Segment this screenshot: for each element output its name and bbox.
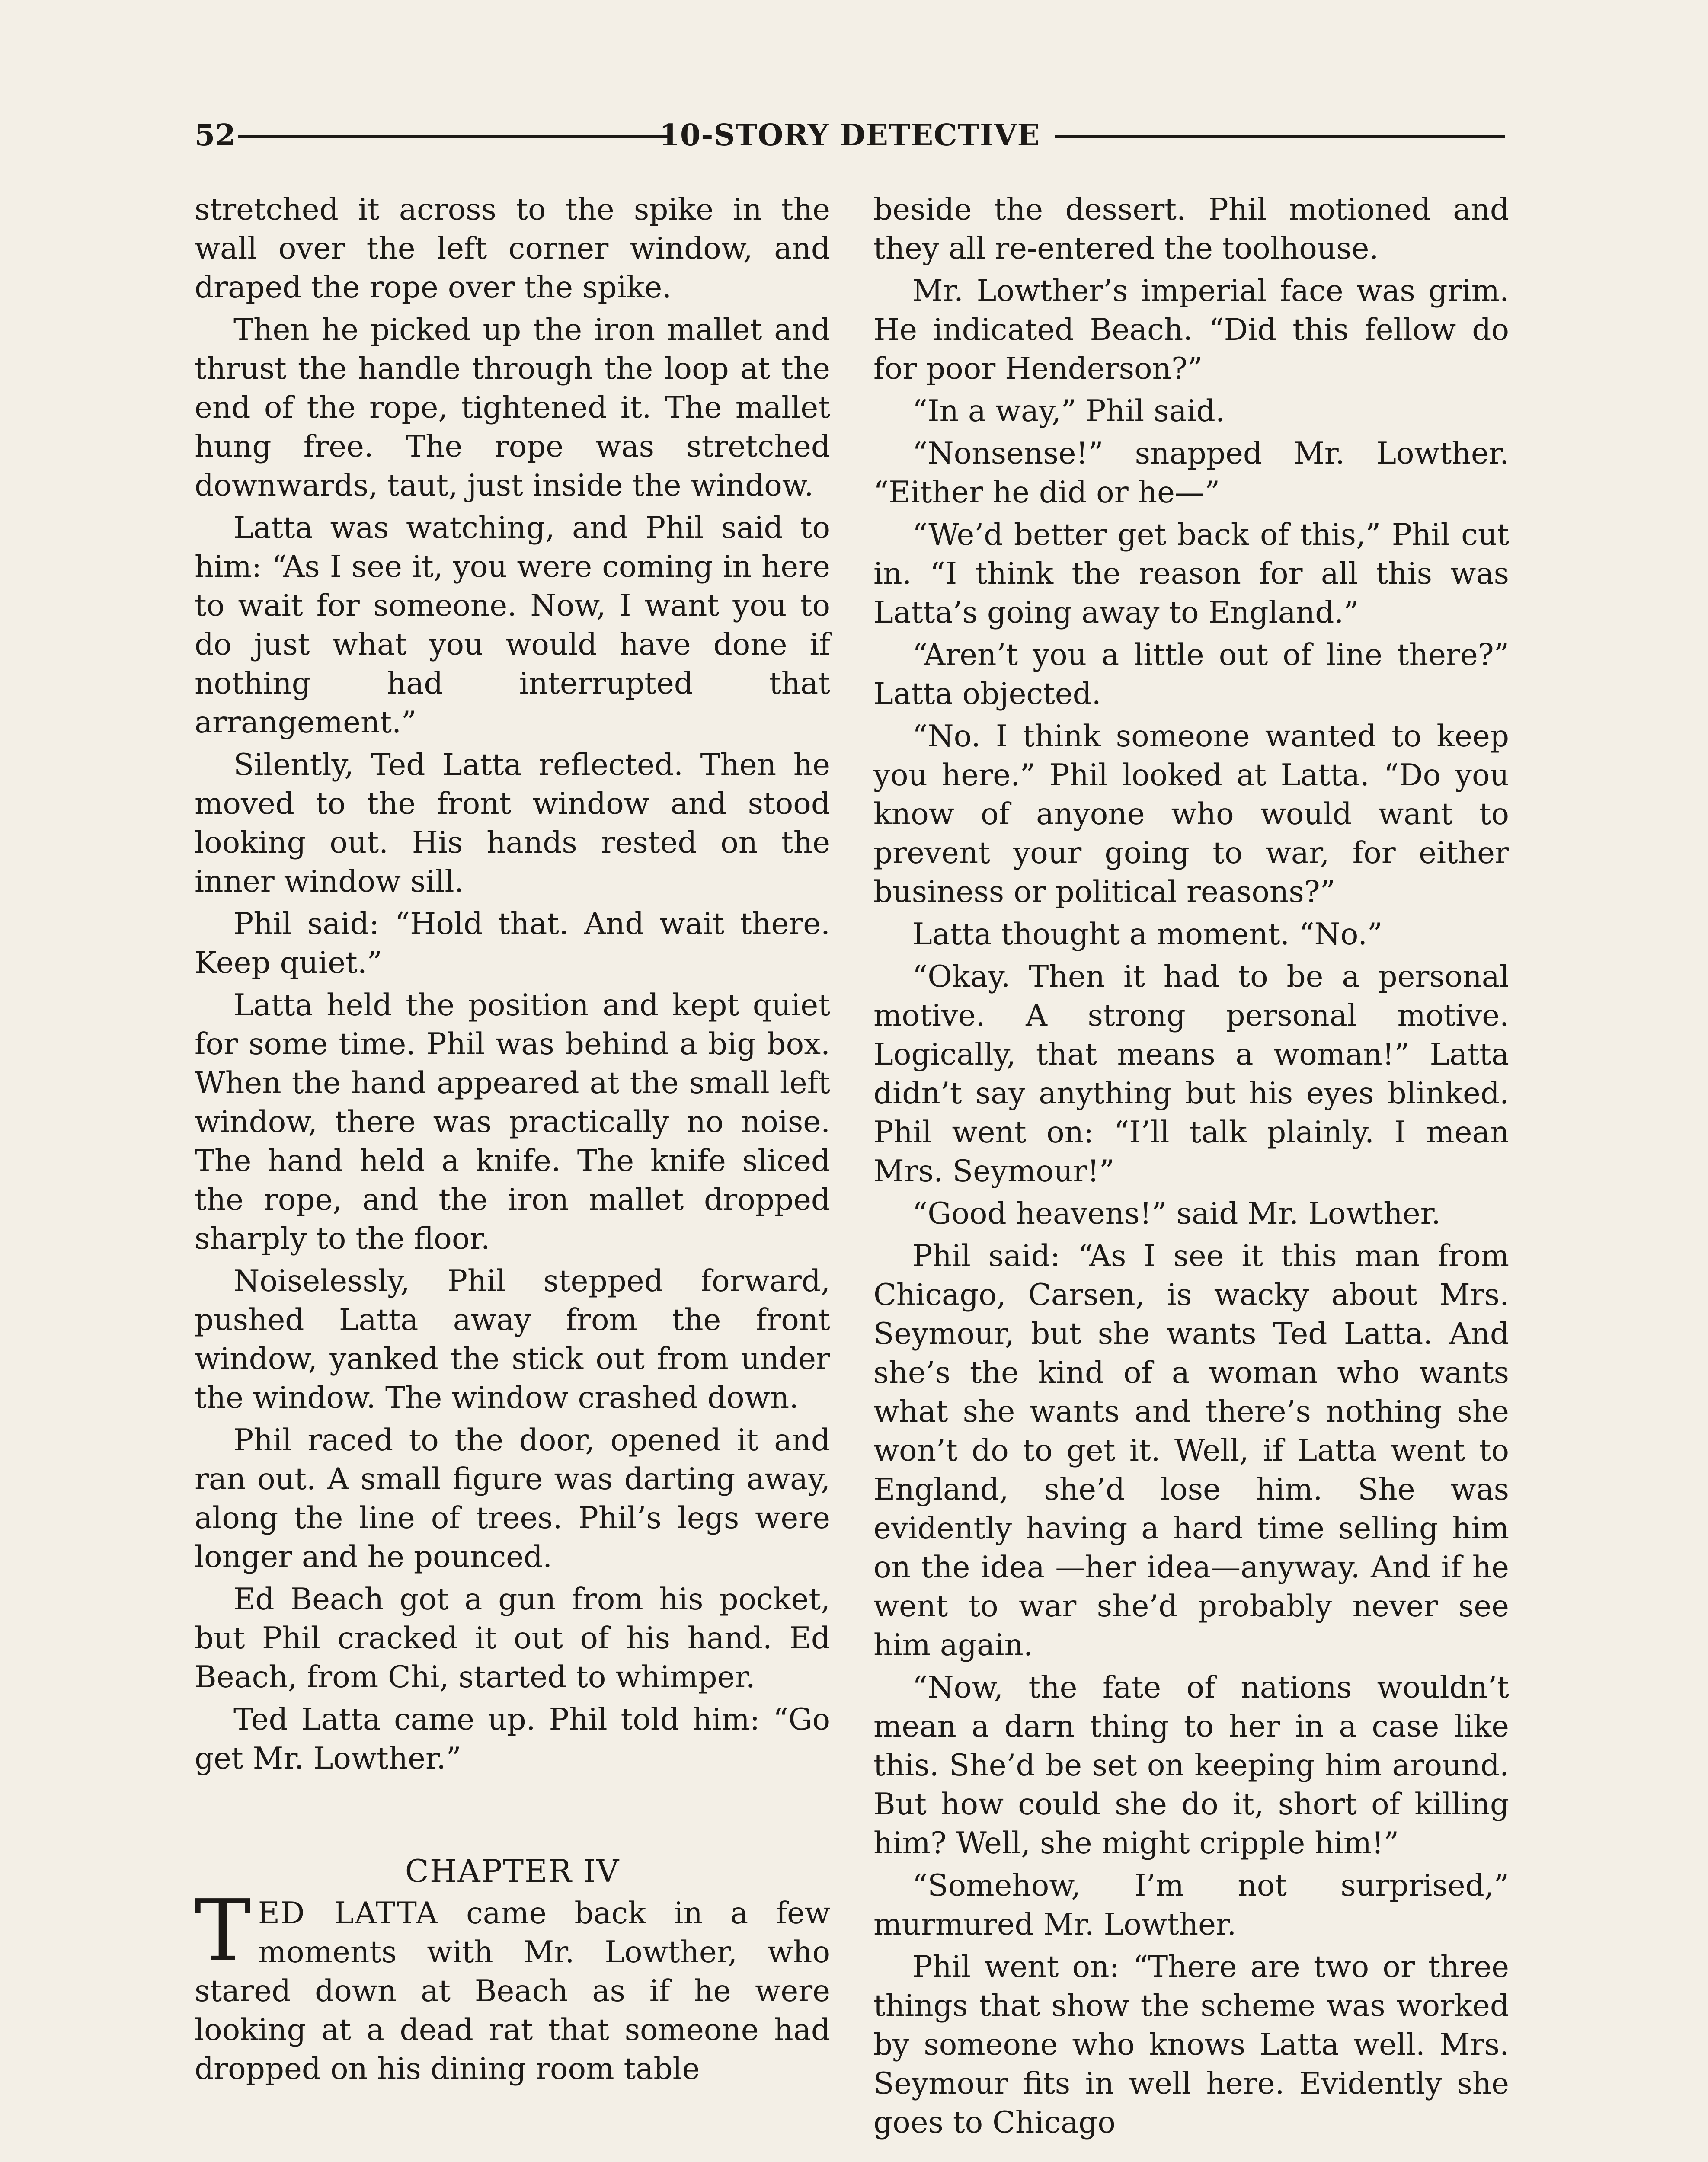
right-column xyxy=(873,190,1509,2142)
paragraph: “Somehow, I’m not surprised,” murmured Mr. Lowther. xyxy=(873,1868,1509,1942)
opening-caps: ED LATTA xyxy=(258,1896,438,1931)
paragraph: “In a way,” Phil said. xyxy=(912,394,1225,429)
paragraph: “We’d better get back of this,” Phil cut in. “I think the reason for all this was Latta’s going away to England.” xyxy=(873,518,1509,630)
page-number: 52 xyxy=(195,118,236,153)
paragraph: Then he picked up the iron mallet and thrust the handle through the loop at the end of the rope, tightened it. The mallet hung free. The rope was stretched downwards, taut, just inside the window. xyxy=(195,313,830,503)
paragraph: Latta was watching, and Phil said to him: “As I see it, you were coming in here to wait for someone. Now, I want you to do just what you would have done if nothing had interrupted that arrangement.” xyxy=(195,511,830,740)
paragraph: Noiselessly, Phil stepped forward, pushed Latta away from the front window, yanked the stick out from under the window. The window crashed down. xyxy=(195,1264,830,1415)
paragraph: stretched it across to the spike in the wall over the left corner window, and draped the rope over the spike. xyxy=(195,192,830,305)
magazine-title: 10-STORY DETECTIVE xyxy=(659,118,1040,153)
chapter-heading: CHAPTER IV xyxy=(405,1853,620,1889)
paragraph: Ed Beach got a gun from his pocket, but Phil cracked it out of his hand. Ed Beach, from Chi, started to whimper. xyxy=(195,1582,830,1695)
paragraph: “No. I think someone wanted to keep you here.” Phil looked at Latta. “Do you know of anyone who would want to prevent your going to war, for either business or political reasons?” xyxy=(873,719,1509,909)
paragraph: “Now, the fate of nations wouldn’t mean a darn thing to her in a case like this. She’d be set on keeping him around. But how could she do it, short of killing him? Well, she might cripple him!” xyxy=(873,1670,1509,1861)
paragraph: “Good heavens!” said Mr. Lowther. xyxy=(912,1196,1441,1231)
paragraph: Ted Latta came up. Phil told him: “Go get Mr. Lowther.” xyxy=(195,1702,830,1776)
paragraph: Silently, Ted Latta reflected. Then he moved to the front window and stood looking out. His hands rested on the inner window sill. xyxy=(195,748,830,899)
paragraph: beside the dessert. Phil motioned and they all re-entered the toolhouse. xyxy=(873,192,1509,266)
paragraph: “Aren’t you a little out of line there?” Latta objected. xyxy=(873,638,1509,711)
drop-cap: T xyxy=(195,1882,251,1980)
opening-text: came back in a few moments with Mr. Lowther, who stared down at Beach as if he were looking at a dead rat that someone had dropped on his dining room table xyxy=(195,1896,830,2086)
chapter-opening-paragraph xyxy=(195,1882,830,2088)
paragraph: Phil said: “As I see it this man from Chicago, Carsen, is wacky about Mrs. Seymour, but she wants Ted Latta. And she’s the kind of a woman who wants what she wants and there’s nothing she won’t do to get it. Well, if Latta went to England, she’d lose him. She was evidently having a hard time selling him on the idea —her idea—anyway. And if he went to war she’d probably never see him again. xyxy=(873,1239,1509,1663)
paragraph: Phil said: “Hold that. And wait there. Keep quiet.” xyxy=(195,907,830,980)
paragraph: “Nonsense!” snapped Mr. Lowther. “Either he did or he—” xyxy=(873,436,1509,510)
paragraph: Latta thought a moment. “No.” xyxy=(912,917,1383,952)
left-column xyxy=(195,190,830,2088)
paragraph: “Okay. Then it had to be a personal motive. A strong personal motive. Logically, that means a woman!” Latta didn’t say anything but his eyes blinked. Phil went on: “I’ll talk plainly. I mean Mrs. Seymour!” xyxy=(873,959,1509,1189)
paragraph: Latta held the position and kept quiet for some time. Phil was behind a big box. When the hand appeared at the small left window, there was practically no noise. The hand held a knife. The knife sliced the rope, and the iron mallet dropped sharply to the floor. xyxy=(195,988,830,1256)
paragraph: Phil raced to the door, opened it and ran out. A small figure was darting away, along the line of trees. Phil’s legs were longer and he pounced. xyxy=(195,1423,830,1574)
page-header xyxy=(195,112,1505,159)
paragraph: Phil went on: “There are two or three things that show the scheme was worked by someone who knows Latta well. Mrs. Seymour fits in well here. Evidently she goes to Chicago xyxy=(873,1950,1509,2140)
paragraph: Mr. Lowther’s imperial face was grim. He indicated Beach. “Did this fellow do for poor Henderson?” xyxy=(873,274,1509,386)
